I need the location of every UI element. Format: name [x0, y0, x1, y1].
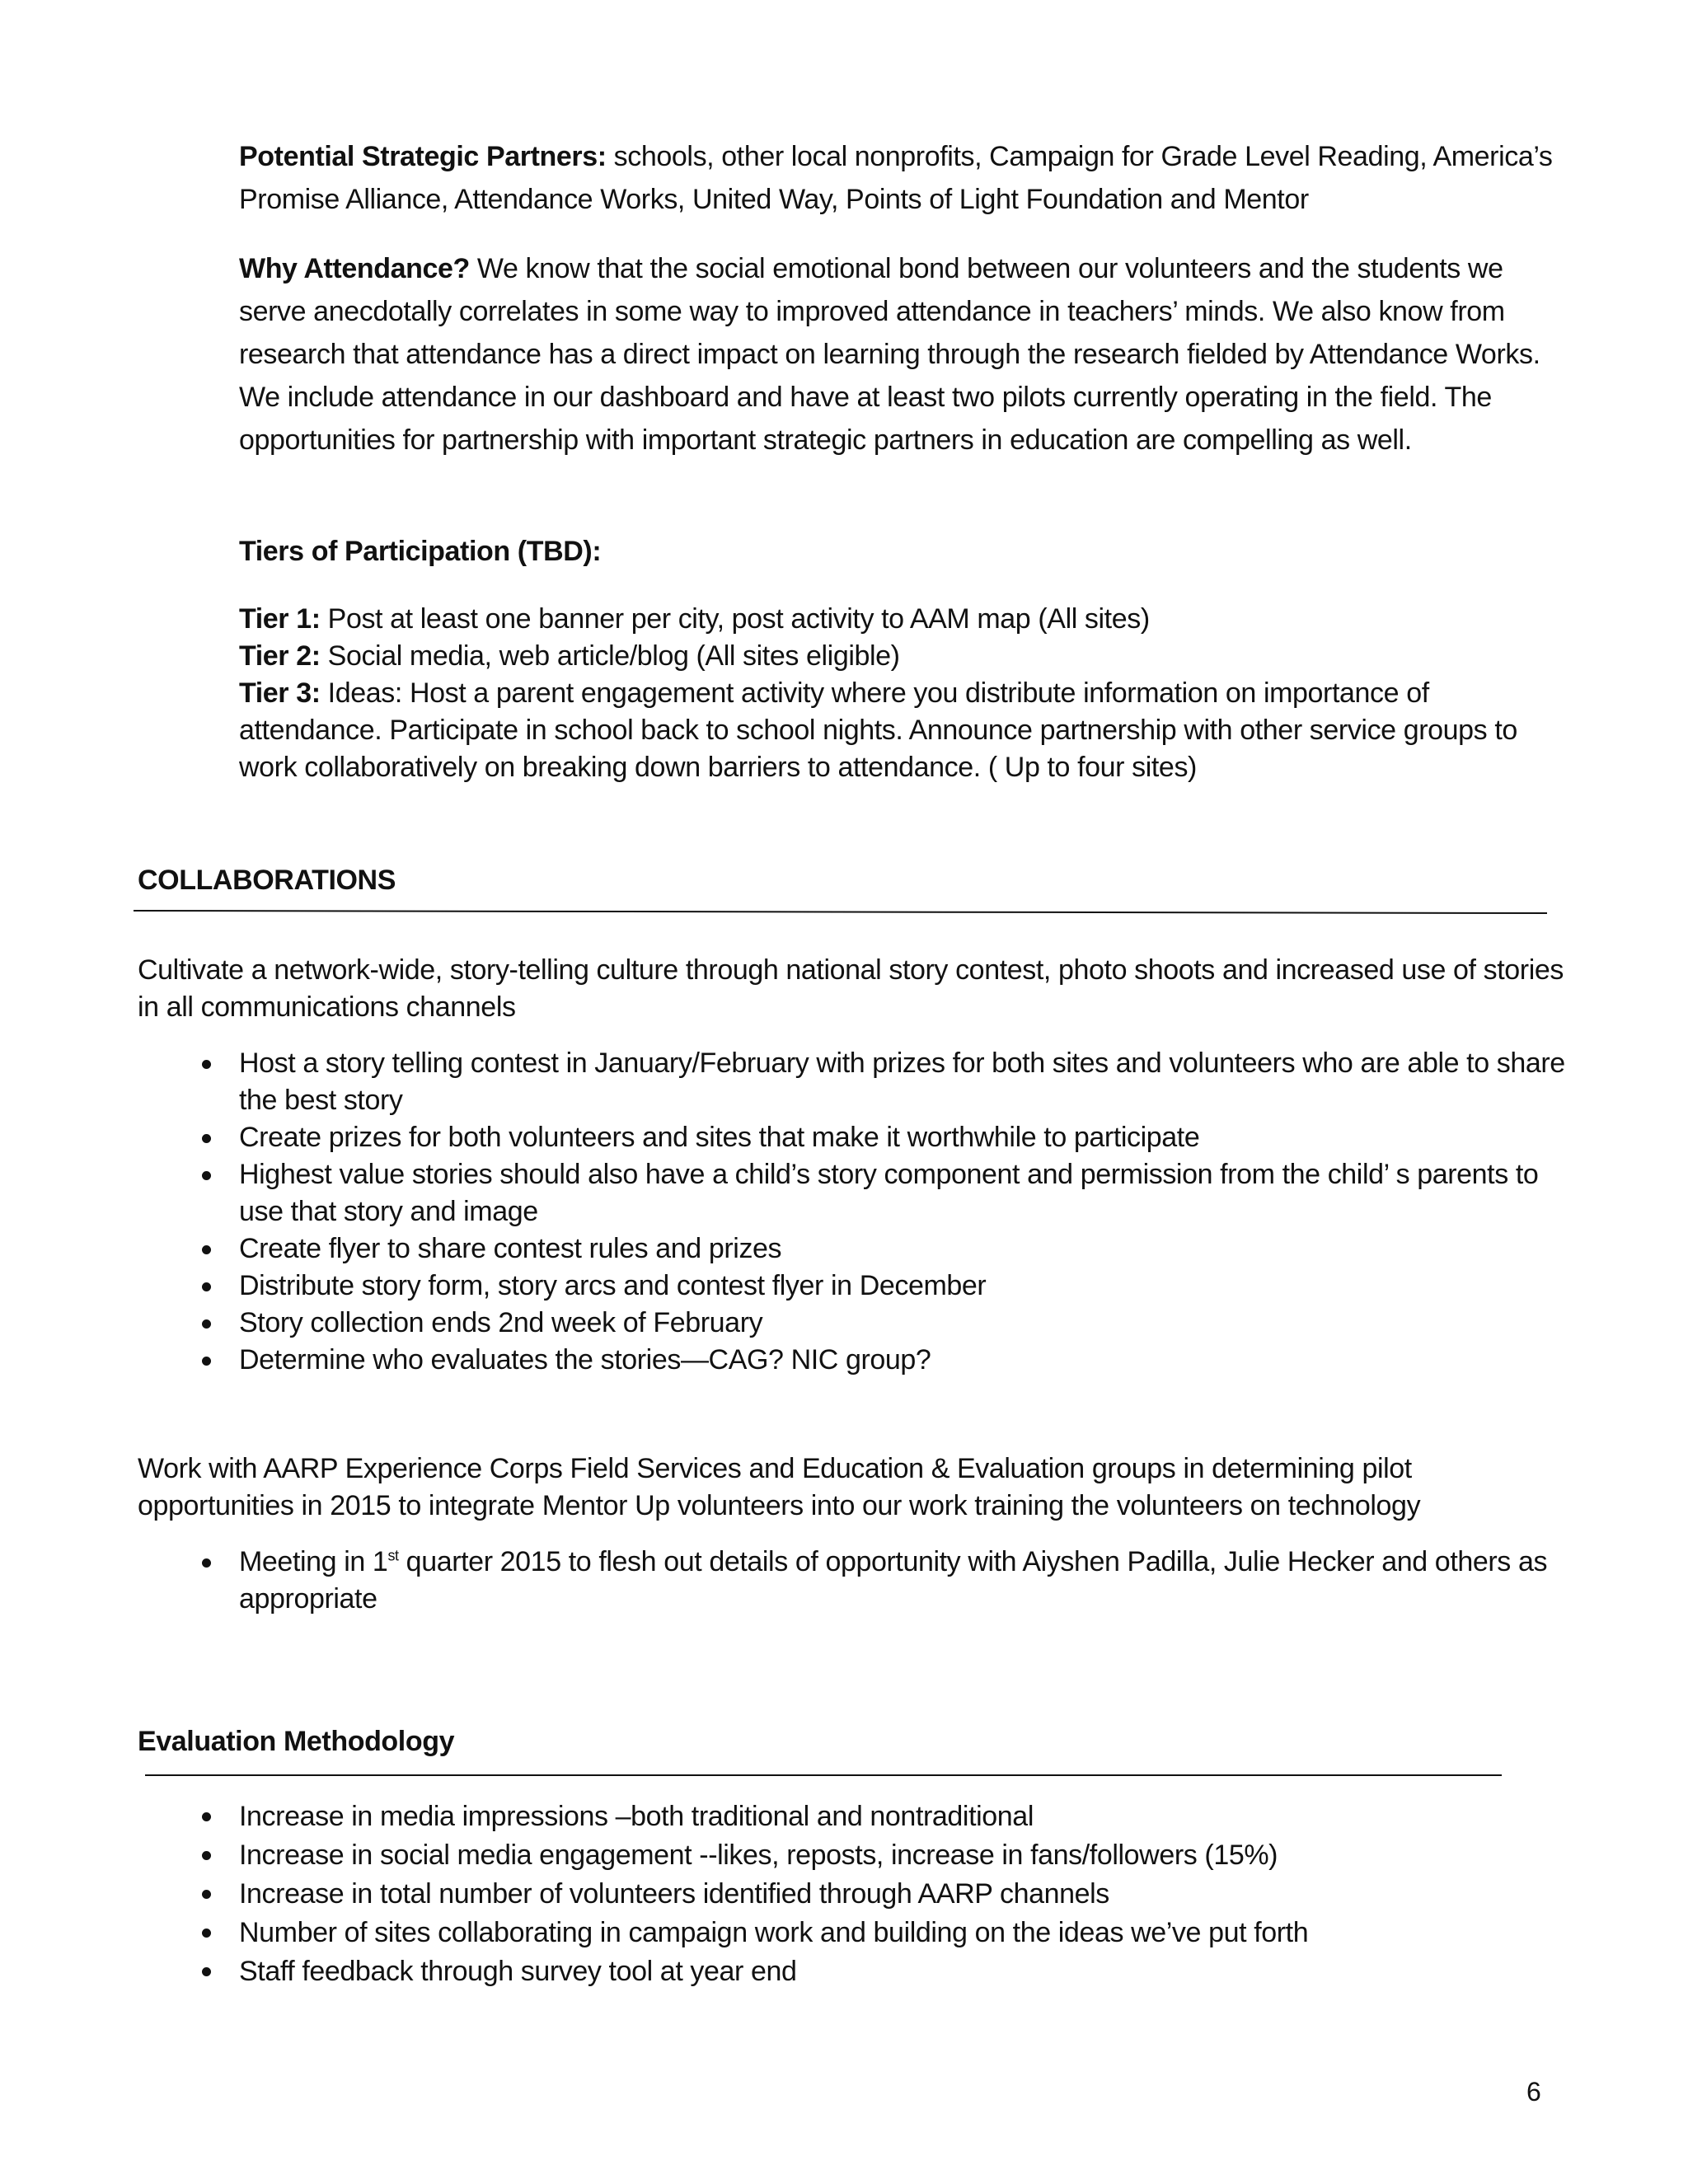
list-item: Highest value stories should also have a child’s story component and permission from the child’ s parents to use that story and image: [239, 1156, 1574, 1230]
list-item: Story collection ends 2nd week of February: [239, 1305, 1574, 1342]
list-item: Determine who evaluates the stories—CAG? NIC group?: [239, 1342, 1574, 1379]
why-attendance-paragraph: [239, 247, 1574, 462]
tier-2: [239, 638, 1574, 675]
meeting-text-start: Meeting in 1: [239, 1546, 388, 1577]
evaluation-divider: [145, 1774, 1502, 1776]
bullet-icon: [202, 1558, 211, 1568]
tier-3-label: Tier 3:: [239, 677, 321, 709]
work-with-aarp-paragraph: Work with AARP Experience Corps Field Services and Education & Evaluation groups in determining pilot opportunities in 2015 to integrate Mentor Up volunteers into our work training the volunteers on technology: [138, 1453, 1421, 1521]
evaluation-heading: Evaluation Methodology: [138, 1726, 455, 1757]
why-attendance-text: We know that the social emotional bond between our volunteers and the students we serve anecdotally correlates in some way to improved attendance in teachers’ minds. We also know from research that attendance has a direct impact on learning through the research fielded by Attendance Works. We include attendance in our dashboard and have at least two pilots currently operating in the field. The opportunities for partnership with important strategic partners in education are compelling as well.: [239, 253, 1540, 456]
list-item: Increase in total number of volunteers identified through AARP channels: [239, 1875, 1574, 1914]
collaborations-divider: [134, 910, 1547, 914]
partners-text: schools, other local nonprofits, Campaign for Grade Level Reading, America’s Promise Alliance, Attendance Works, United Way, Points of Light Foundation and Mentor: [239, 141, 1553, 215]
tiers-list: [239, 601, 1574, 786]
partners-label: Potential Strategic Partners:: [239, 141, 607, 172]
tiers-heading: Tiers of Participation (TBD):: [239, 536, 602, 567]
meeting-bullet: [239, 1544, 1574, 1618]
tier-1: [239, 601, 1574, 638]
list-item: Increase in social media engagement --likes, reposts, increase in fans/followers (15%): [239, 1836, 1574, 1875]
tier-3: [239, 675, 1574, 786]
page-number: 6: [1526, 2077, 1541, 2107]
tier-2-label: Tier 2:: [239, 640, 321, 672]
tier-1-text: Post at least one banner per city, post activity to AAM map (All sites): [320, 603, 1150, 635]
tier-3-text: Ideas: Host a parent engagement activity where you distribute information on importance of attendance. Participate in school back to school nights. Announce partnership with other service groups to work collaboratively on breaking down barriers to attendance. ( Up to four sites): [239, 677, 1517, 783]
list-item: Host a story telling contest in January/February with prizes for both sites and volunteers who are able to share the best story: [239, 1045, 1574, 1119]
tier-1-label: Tier 1:: [239, 603, 321, 635]
list-item: Increase in media impressions –both traditional and nontraditional: [239, 1797, 1574, 1836]
collaborations-bullet-list: [239, 1045, 1574, 1379]
evaluation-bullet-list: [239, 1797, 1574, 1991]
list-item: Create prizes for both volunteers and sites that make it worthwhile to participate: [239, 1119, 1574, 1156]
list-item: Staff feedback through survey tool at year end: [239, 1952, 1574, 1991]
why-attendance-label: Why Attendance?: [239, 253, 470, 284]
meeting-superscript: st: [387, 1547, 399, 1564]
list-item: Distribute story form, story arcs and contest flyer in December: [239, 1268, 1574, 1305]
list-item: Number of sites collaborating in campaign work and building on the ideas we’ve put forth: [239, 1914, 1574, 1952]
collaborations-heading: COLLABORATIONS: [138, 865, 396, 896]
list-item: Create flyer to share contest rules and prizes: [239, 1230, 1574, 1268]
meeting-text-end: quarter 2015 to flesh out details of opportunity with Aiyshen Padilla, Julie Hecker and others as appropriate: [239, 1546, 1548, 1615]
collaborations-intro: Cultivate a network-wide, story-telling culture through national story contest, photo shoots and increased use of stories in all communications channels: [138, 954, 1564, 1023]
tier-2-text: Social media, web article/blog (All sites eligible): [320, 640, 900, 672]
partners-paragraph: [239, 135, 1574, 221]
